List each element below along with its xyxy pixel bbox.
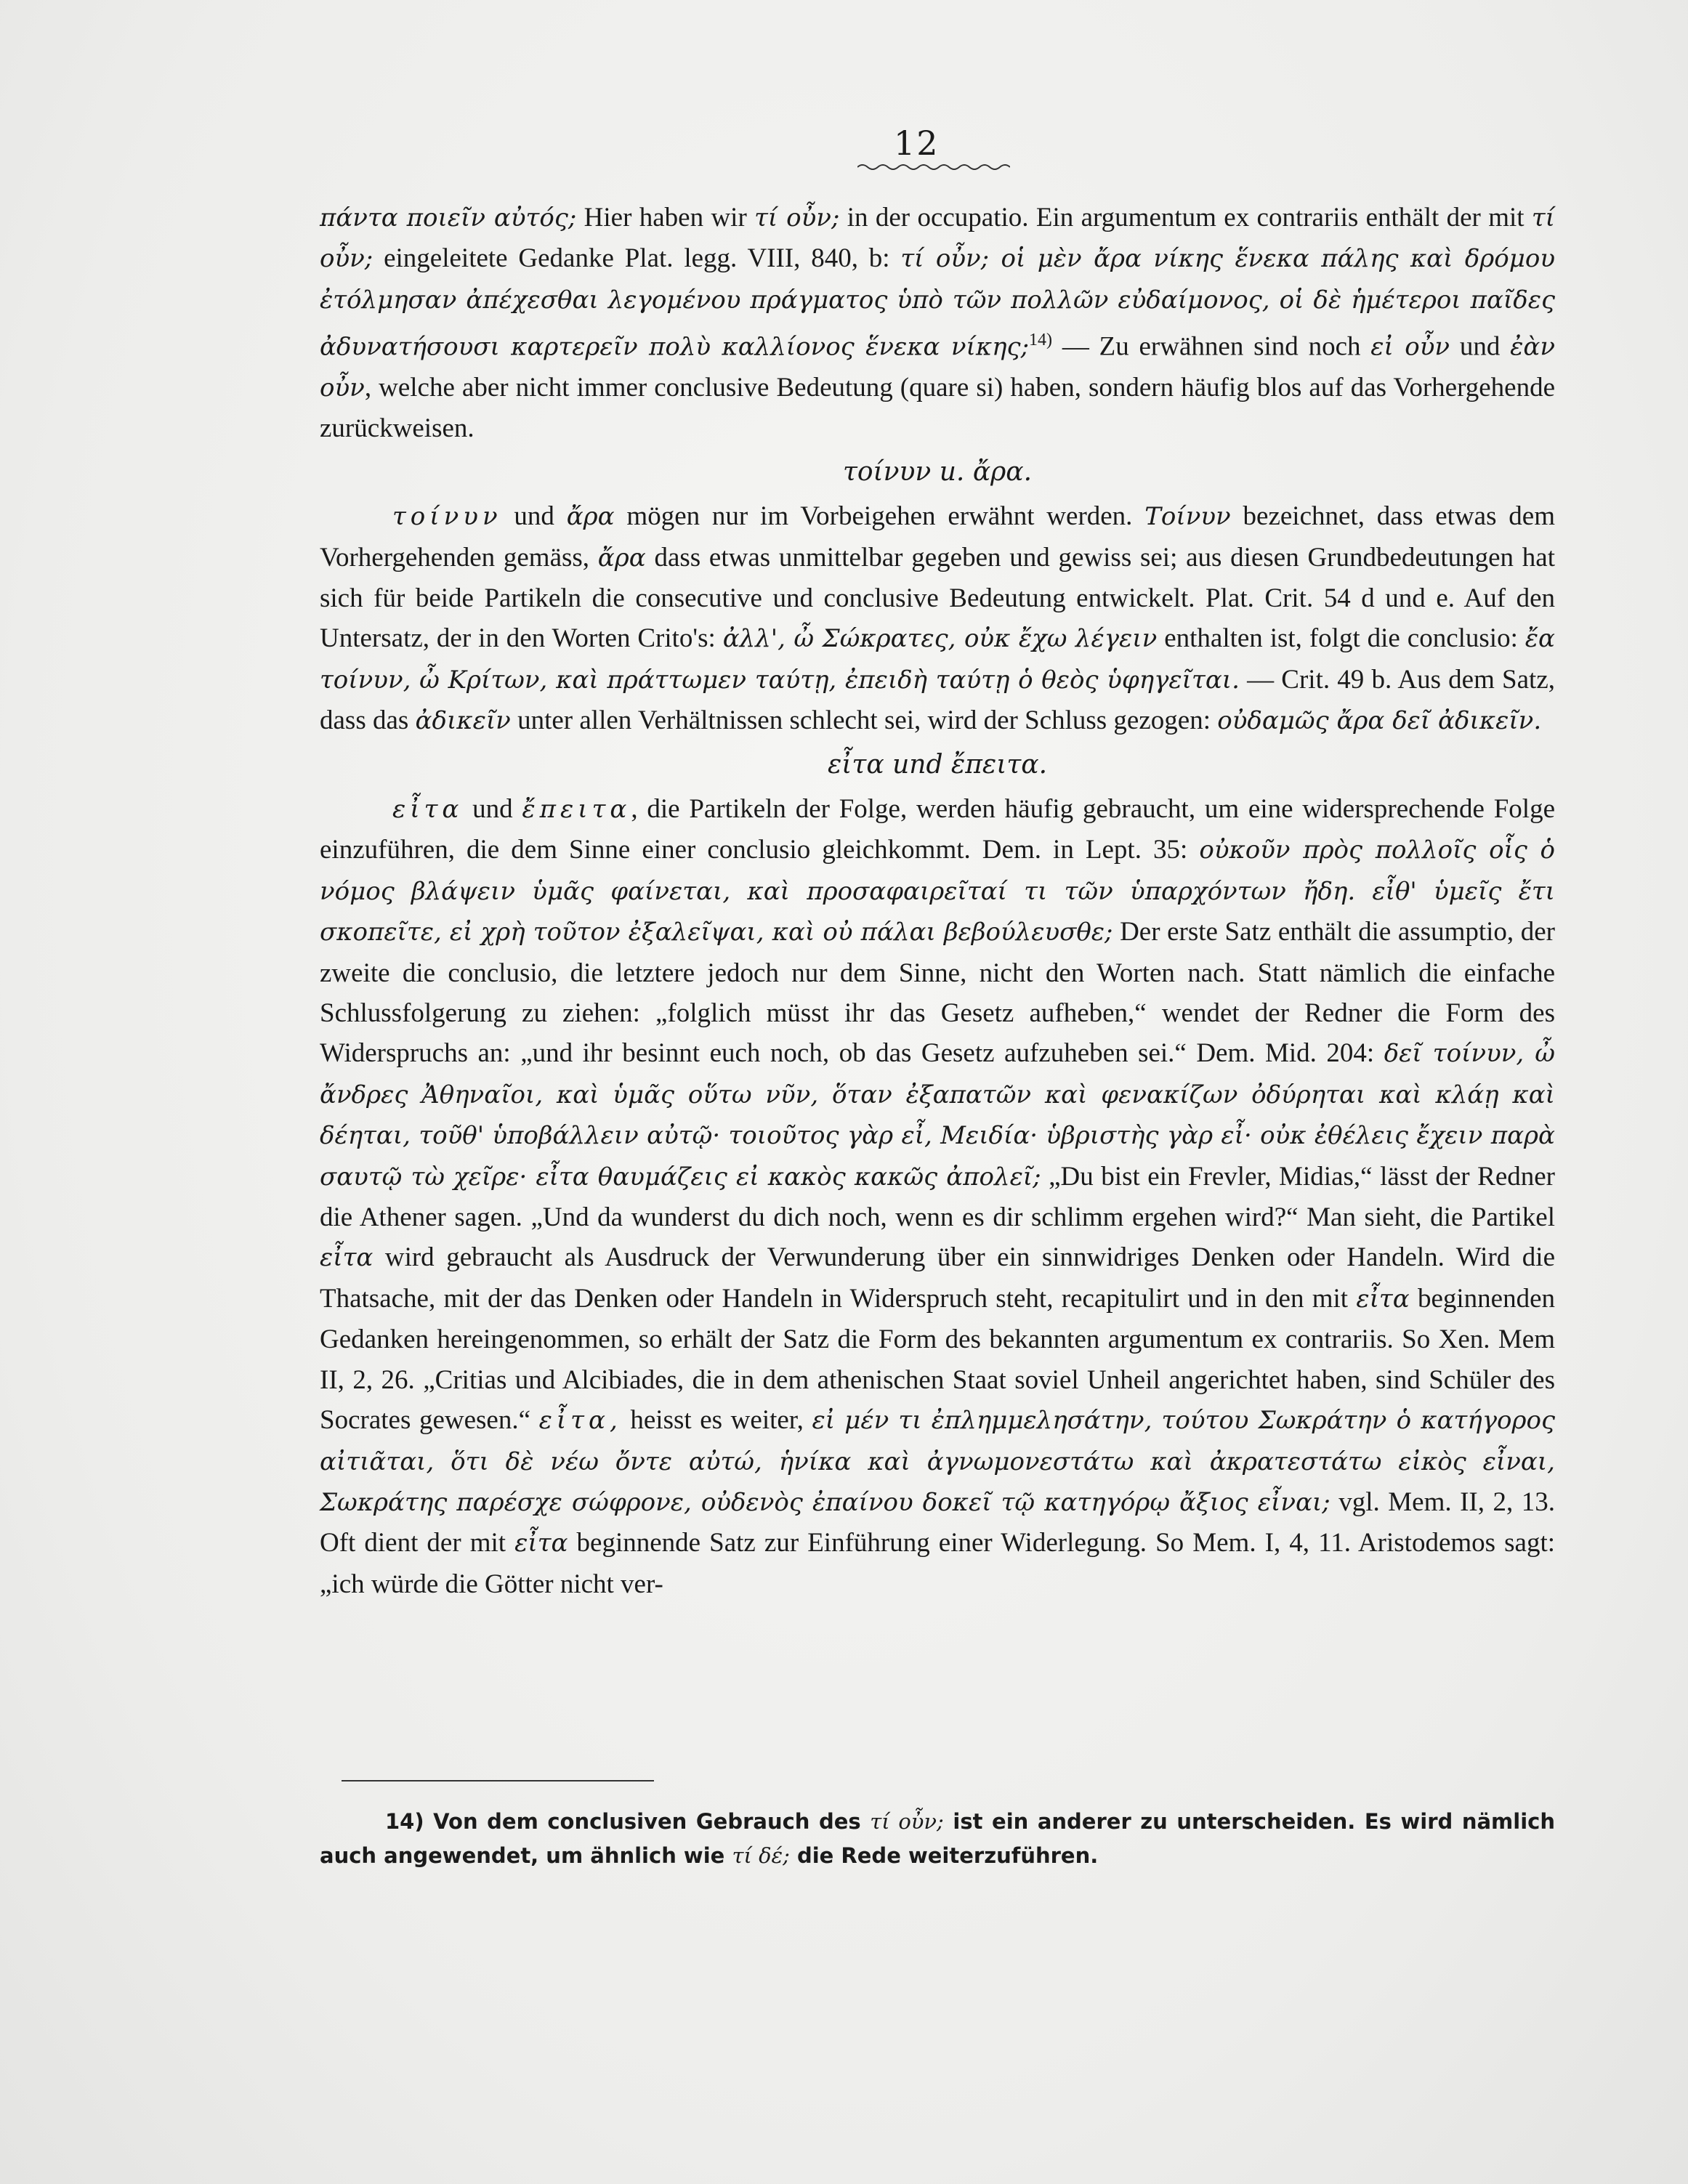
greek-term: εἰ οὖν <box>1370 332 1450 362</box>
section-heading-toinun: τοίνυν u. ἄρα. <box>842 456 1033 487</box>
paragraph-1 <box>320 198 1555 449</box>
greek-term: τί δέ; <box>732 1843 790 1868</box>
text-run: beginnende Satz zur Einführung einer Widerlegung. So Mem. I, 4, 11. Aristodemos sagt: „ich würde die Götter nicht ver- <box>320 1528 1556 1599</box>
text-run: „Du bist ein Frevler, Midias,“ lässt der Redner die Athener sagen. „Und da wunderst du dich noch, wenn es dir schlimm ergehen wird?“ Man sieht, die Partikel <box>320 1161 1555 1233</box>
wavy-line-ornament-icon <box>857 161 1010 173</box>
greek-quote: πάντα ποιεῖν αὐτός; <box>320 203 577 232</box>
text-run: dass etwas unmittelbar gegeben und gewiss sei; aus diesen Grundbedeutungen hat sich für beide Partikeln die consecutive und conclusive Bedeutung entwickelt. Plat. Crit. 54 d und e. Auf den Untersatz, der in den Worten Crito's: <box>320 542 1555 654</box>
text-run: 14) Von dem conclusiven Gebrauch des <box>385 1809 871 1834</box>
greek-term: τί οὖν; <box>320 203 1556 274</box>
greek-term: τοίνυν <box>392 502 502 532</box>
greek-term: εἶτα, <box>538 1406 622 1436</box>
greek-quote: τί οὖν; οἱ μὲν ἄρα νίκης ἕνεκα πάλης καὶ δρόμου ἐτόλμησαν ἀπέχεσθαι λεγομένου πράγματος ὑπὸ τῶν πολλῶν εὐδαίμονος, οἱ δὲ ἡμέτεροι παῖδες ἀδυνατήσουσι καρτερεῖν πολὺ καλλίονος ἕνεκα νίκης; <box>320 244 1555 362</box>
text-run: enthalten ist, folgt die conclusio: <box>1157 623 1525 654</box>
text-run: in der occupatio. Ein argumentum ex contrariis enthält der mit <box>839 203 1532 232</box>
greek-term: ἔπειτα <box>522 795 631 825</box>
text-run: eingeleitete Gedanke Plat. legg. VIII, 840, b: <box>373 243 901 274</box>
paragraph-3 <box>320 789 1555 1604</box>
footnote <box>320 1805 1555 1873</box>
footnote-14 <box>320 1805 1555 1873</box>
greek-term: εἶτα <box>320 1243 373 1273</box>
greek-quote: εἰ μέν τι ἐπλημμελησάτην, τούτου Σωκράτην ὁ κατήγορος αἰτιᾶται, ὅτι δὲ νέω ὄντε αὐτώ, ἡνίκα καὶ ἀγνωμονεστάτω καὶ ἀκρατεστάτω εἰκὸς εἶναι, Σωκράτης παρέσχε σώφρονε, οὐδενὸς ἐπαίνου δοκεῖ τῷ κατηγόρῳ ἄξιος εἶναι; <box>320 1406 1555 1517</box>
text-run: Der erste Satz enthält die assumptio, der zweite die conclusio, die letztere jedoch nur dem Sinne, nicht den Worten nach. Statt nämlich die einfache Schlussfolgerung zu ziehen: „folglich müsst ihr das Gesetz aufheben,“ wendet der Redner die Form des Widerspruchs an: „und ihr besinnt euch noch, ob das Gesetz aufzuheben sei.“ Dem. Mid. 204: <box>320 917 1555 1069</box>
text-run: unter allen Verhältnissen schlecht sei, wird der Schluss gezogen: <box>510 705 1218 736</box>
greek-quote: οὐδαμῶς ἄρα δεῖ ἀδικεῖν. <box>1217 706 1542 736</box>
footnote-reference: 14) <box>1029 331 1053 350</box>
greek-term: ἄρα <box>566 502 615 532</box>
greek-term: εἶτα <box>1356 1284 1410 1314</box>
greek-term: τί οὖν; <box>870 1809 944 1834</box>
text-run: die Rede weiterzuführen. <box>789 1843 1099 1868</box>
greek-quote: ἀλλ', ὦ Σώκρατες, οὐκ ἔχω λέγειν <box>722 624 1158 654</box>
text-run: , welche aber nicht immer conclusive Bedeutung (quare si) haben, sondern häufig blos auf das Vorhergehende zurückweisen. <box>320 372 1555 444</box>
text-run: heisst es weiter, <box>621 1405 812 1436</box>
text-run: ist ein anderer zu unterscheiden. Es wird nämlich auch angewendet, um ähnlich wie <box>320 1809 1555 1868</box>
footnote-divider <box>342 1780 654 1781</box>
text-run: wird gebraucht als Ausdruck der Verwunderung über ein sinnwidriges Denken oder Handeln. Wird die Thatsache, mit der das Denken oder Handeln in Widerspruch steht, recapitulirt und in den mit <box>320 1242 1555 1314</box>
greek-quote: ἔα τοίνυν, ὦ Κρίτων, καὶ πράττωμεν ταύτῃ, ἐπειδὴ ταύτῃ ὁ θεὸς ὑφηγεῖται. <box>320 624 1555 695</box>
greek-term: εἶτα <box>514 1529 568 1558</box>
section-heading-eita: εἶτα und ἔπειτα. <box>827 749 1048 780</box>
page-number: 12 <box>894 124 940 163</box>
paragraph-2 <box>320 496 1555 741</box>
text-run: bezeichnet, dass etwas dem Vorhergehenden gemäss, <box>320 501 1555 573</box>
greek-term: εἶτα <box>392 795 464 825</box>
greek-quote: δεῖ τοίνυν, ὦ ἄνδρες Ἀθηναῖοι, καὶ ὑμᾶς οὕτω νῦν, ὅταν ἐξαπατῶν καὶ φενακίζων ὀδύρηται καὶ κλάῃ καὶ δέηται, τοῦθ' ὑποβάλλειν αὐτῷ· τοιοῦτος γὰρ εἶ, Μειδία· ὑβριστὴς γὰρ εἶ· οὐκ ἐθέλεις ἔχειν παρὰ σαυτῷ τὼ χεῖρε· εἶτα θαυμάζεις εἰ κακὸς κακῶς ἀπολεῖ; <box>320 1039 1555 1192</box>
main-text <box>320 198 1555 1604</box>
text-run: Hier haben wir <box>576 203 755 232</box>
greek-quote: οὐκοῦν πρὸς πολλοῖς οἷς ὁ νόμος βλάψειν ὑμᾶς φαίνεται, καὶ προσαφαιρεῖταί τι τῶν ὑπαρχόντων ἤδη. εἶθ' ὑμεῖς ἔτι σκοπεῖτε, εἰ χρὴ τοῦτον ἐξαλεῖψαι, καὶ οὐ πάλαι βεβούλευσθε; <box>320 836 1556 947</box>
text-run: , die Partikeln der Folge, werden häufig gebraucht, um eine widersprechende Folge einzuführen, die dem Sinne einer conclusio gleichkommt. Dem. in Lept. 35: <box>320 794 1555 865</box>
greek-term: ἄρα <box>597 543 646 573</box>
greek-term: ἀδικεῖν <box>415 706 511 736</box>
text-run: — Zu erwähnen sind noch <box>1052 331 1371 362</box>
text-run: und <box>1450 331 1511 362</box>
text-run: — Crit. 49 b. Aus dem Satz, dass das <box>320 664 1555 736</box>
greek-term: τί οὖν; <box>754 203 840 232</box>
text-run: und <box>501 501 567 532</box>
greek-term: ἐὰν οὖν <box>320 332 1555 403</box>
greek-term: Τοίνυν <box>1144 502 1231 532</box>
text-run: und <box>463 794 522 825</box>
text-run: mögen nur im Vorbeigehen erwähnt werden. <box>614 501 1145 532</box>
text-run: vgl. Mem. II, 2, 13. Oft dient der mit <box>320 1487 1555 1558</box>
text-run: beginnenden Gedanken hereingenommen, so erhält der Satz die Form des bekannten argumentum ex contrariis. So Xen. Mem II, 2, 26. „Critias und Alcibiades, die in dem athenischen Staat soviel Unheil angerichtet haben, sind Schüler des Socrates gewesen.“ <box>320 1283 1556 1436</box>
